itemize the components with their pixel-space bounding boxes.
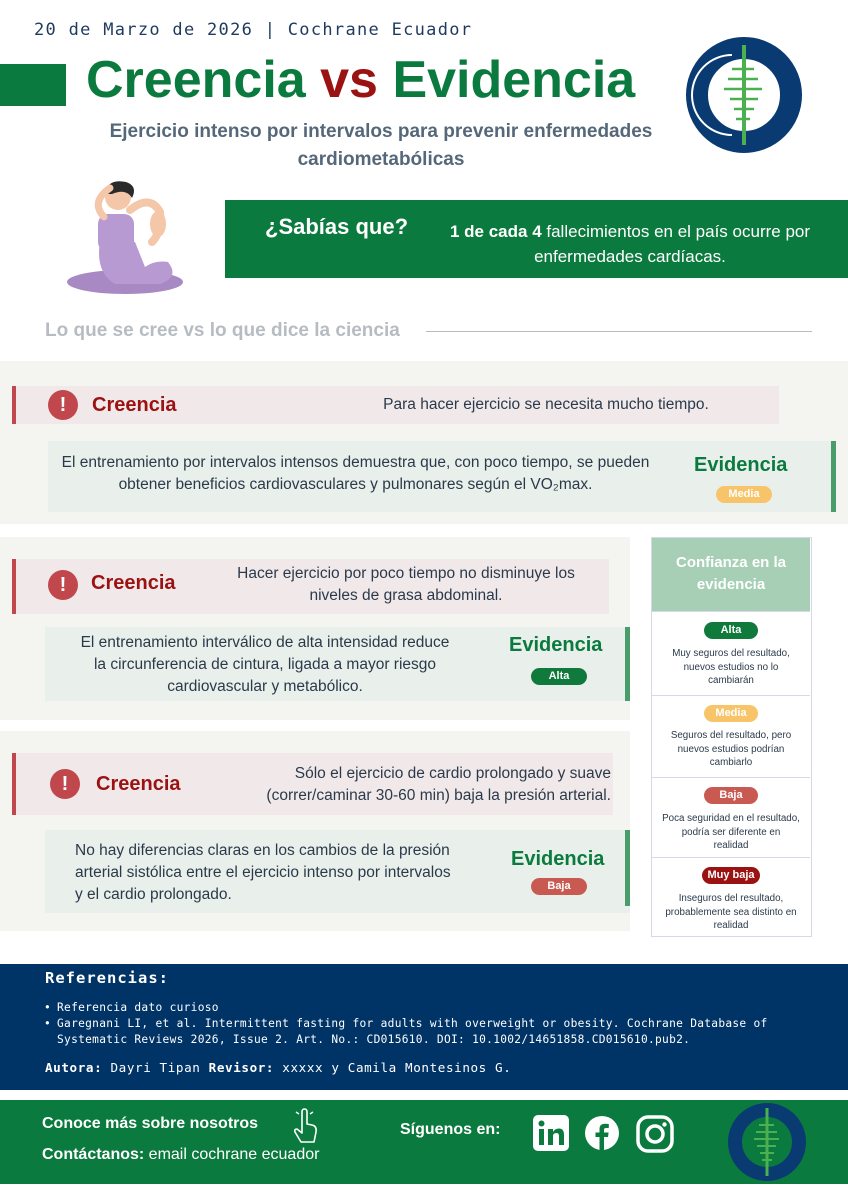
- legend-item-alta: [652, 611, 810, 695]
- legend-line: nuevos estudios no lo: [683, 661, 779, 673]
- evidence-text: [65, 632, 465, 698]
- legend-item-baja: [652, 777, 810, 857]
- linkedin-icon[interactable]: [533, 1115, 573, 1155]
- confidence-legend: [651, 537, 812, 937]
- belief-text: [216, 563, 596, 607]
- reviewer-names: xxxxx y Camila Montesinos G.: [274, 1060, 512, 1075]
- legend-line: Seguros del resultado, pero: [670, 730, 792, 741]
- belief-box: [12, 386, 779, 424]
- contact-line: [42, 1146, 319, 1164]
- confidence-badge-media: Media: [716, 486, 772, 503]
- evidence-text: [48, 452, 663, 496]
- confidence-badge-baja: Baja: [531, 878, 587, 895]
- evidence-label: Evidencia: [694, 454, 788, 476]
- legend-badge: Baja: [704, 787, 758, 804]
- legend-line: cambiarlo: [709, 757, 753, 768]
- belief-label: Creencia: [91, 572, 176, 594]
- reference-text: • Referencia dato curioso: [57, 1001, 219, 1014]
- did-you-know-stat: 1 de cada 4: [449, 222, 542, 241]
- follow-us-label: Síguenos en:: [400, 1121, 501, 1138]
- evidence-box: [45, 830, 630, 913]
- belief-label: Creencia: [96, 773, 181, 795]
- reviewer-label: Revisor:: [208, 1060, 275, 1075]
- subtitle-line: cardiometabólicas: [297, 149, 465, 170]
- belief-line: Sólo el ejercicio de cardio prolongado y suave: [294, 765, 611, 782]
- subtitle: [86, 118, 676, 174]
- evidence-line: cardiovascular y metabólico.: [167, 678, 363, 695]
- yoga-figure-icon: [60, 172, 190, 300]
- confidence-legend-title: [652, 538, 810, 611]
- legend-item-muy-baja: [652, 857, 810, 936]
- evidence-line: El entrenamiento interválico de alta intensidad reduce: [80, 634, 450, 651]
- author-label: Autora:: [45, 1060, 103, 1075]
- author-name: Dayri Tipan: [102, 1060, 209, 1075]
- legend-line: realidad: [713, 920, 749, 931]
- reference-text: • Garegnani LI, et al. Intermittent fasting for adults with overweight or obesity. Cochrane Database of Systematic Reviews 2026, Issue 2. Art. No.: CD015610. DOI: 10.1002/14651858.CD015610.pub2.: [57, 1017, 768, 1046]
- belief-box: [12, 559, 609, 614]
- title-vs: vs: [320, 51, 378, 109]
- belief-box: [12, 753, 613, 815]
- instagram-icon[interactable]: [636, 1115, 674, 1153]
- contact-label: Contáctanos:: [42, 1146, 145, 1163]
- reference-item: [44, 1016, 834, 1048]
- title-evidencia: Evidencia: [392, 51, 636, 109]
- legend-badge: Muy baja: [702, 867, 760, 884]
- footer: [0, 1100, 848, 1184]
- evidence-line: obtener beneficios cardiovasculares y pulmonares según el VO₂max.: [118, 476, 593, 493]
- confidence-badge-alta: Alta: [531, 668, 587, 685]
- legend-title-line: evidencia: [696, 576, 766, 593]
- legend-line: Inseguros del resultado,: [678, 893, 784, 904]
- evidence-line: arterial sistólica entre el ejercicio intenso por intervalos: [75, 864, 451, 881]
- did-you-know-title: ¿Sabías que?: [265, 214, 409, 239]
- belief-line: (correr/caminar 30-60 min) baja la presión arterial.: [266, 787, 611, 804]
- did-you-know-rest: fallecimientos en el país ocurre por enfermedades cardíacas.: [534, 222, 811, 266]
- evidence-label: Evidencia: [509, 634, 603, 656]
- legend-item-media: [652, 695, 810, 777]
- warning-icon: !: [50, 769, 80, 799]
- evidence-line: El entrenamiento por intervalos intensos demuestra que, con poco tiempo, se pueden: [61, 454, 650, 471]
- page-title: [86, 50, 635, 110]
- legend-description: [652, 647, 810, 688]
- evidence-accent: [831, 441, 836, 512]
- did-you-know-text: [430, 219, 830, 269]
- evidence-accent: [625, 627, 630, 701]
- legend-badge: Alta: [704, 622, 758, 639]
- evidence-box: [45, 627, 630, 701]
- legend-line: Muy seguros del resultado,: [672, 648, 790, 659]
- contact-email[interactable]: email cochrane ecuador: [144, 1146, 320, 1163]
- legend-line: cambiarán: [708, 675, 754, 686]
- reference-item: [44, 1000, 834, 1016]
- did-you-know-banner: [225, 200, 848, 278]
- legend-description: [652, 729, 810, 770]
- belief-label: Creencia: [92, 394, 177, 416]
- cochrane-logo-icon: [728, 1103, 806, 1181]
- accent-bar: [0, 64, 66, 106]
- pointer-hand-icon: [290, 1108, 320, 1146]
- legend-badge: Media: [704, 705, 758, 722]
- belief-text: Para hacer ejercicio se necesita mucho tiempo.: [383, 396, 709, 413]
- evidence-accent: [625, 830, 630, 906]
- evidence-text: [75, 840, 495, 906]
- evidence-box: [48, 441, 836, 512]
- legend-line: realidad: [713, 840, 749, 851]
- cochrane-logo-icon: [686, 37, 802, 153]
- belief-line: niveles de grasa abdominal.: [309, 587, 503, 604]
- warning-icon: !: [48, 390, 78, 420]
- legend-title-line: Confianza en la: [675, 554, 787, 571]
- legend-line: podría ser diferente en: [681, 826, 781, 838]
- section-heading: Lo que se cree vs lo que dice la ciencia: [45, 320, 400, 341]
- belief-text: [231, 763, 611, 807]
- legend-line: probablemente sea distinto en: [665, 906, 797, 918]
- about-link[interactable]: Conoce más sobre nosotros: [42, 1115, 259, 1132]
- subtitle-line: Ejercicio intenso por intervalos para prevenir enfermedades: [109, 121, 653, 142]
- evidence-line: la circunferencia de cintura, ligada a mayor riesgo: [93, 656, 437, 673]
- facebook-icon[interactable]: [584, 1115, 620, 1151]
- evidence-line: y el cardio prolongado.: [75, 886, 232, 903]
- evidence-line: No hay diferencias claras en los cambios de la presión: [75, 842, 450, 859]
- references-title: Referencias:: [45, 969, 169, 987]
- date-line: 20 de Marzo de 2026 | Cochrane Ecuador: [34, 20, 473, 40]
- references-section: [0, 964, 848, 1090]
- section-divider: [426, 331, 812, 332]
- title-creencia: Creencia: [86, 51, 306, 109]
- evidence-label: Evidencia: [511, 848, 605, 870]
- authors-line: [45, 1060, 511, 1075]
- legend-line: Poca seguridad en el resultado,: [662, 813, 800, 824]
- belief-line: Hacer ejercicio por poco tiempo no disminuye los: [237, 565, 575, 582]
- warning-icon: !: [48, 570, 78, 600]
- legend-line: nuevos estudios podrían: [677, 743, 785, 755]
- legend-description: [652, 892, 810, 933]
- legend-description: [652, 812, 810, 853]
